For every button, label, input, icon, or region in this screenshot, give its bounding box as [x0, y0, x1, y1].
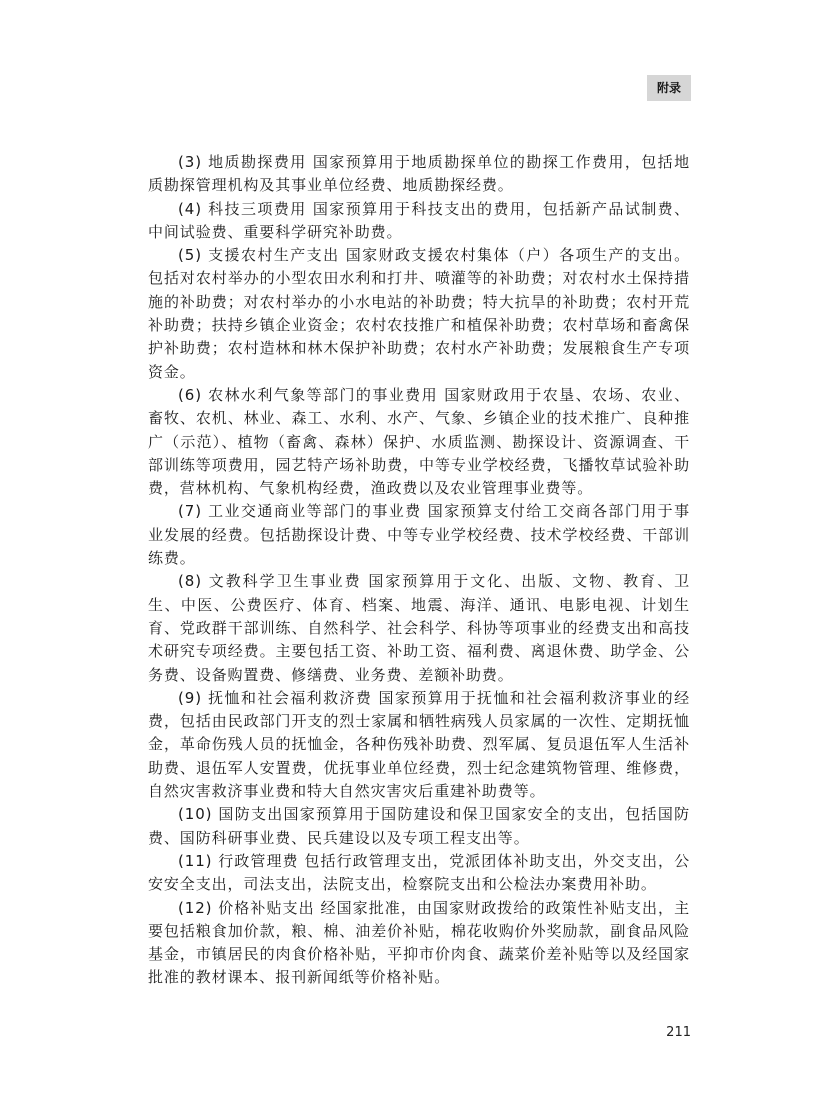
paragraph-geological-survey: (3) 地质勘探费用 国家预算用于地质勘探单位的勘探工作费用，包括地质勘探管理机构及其事业单位经费、地质勘探经费。 [148, 153, 690, 195]
paragraph-rural-production: (5) 支援农村生产支出 国家财政支援农村集体（户）各项生产的支出。包括对农村举办的小型农田水利和打井、喷灌等的补助费；对农村水土保持措施的补助费；对农村举办的小水电站的补助费；特大抗旱的补助费；农村开荒补助费；扶持乡镇企业资金；农村农技推广和植保补助费；农村草场和畜禽保护补助费；农村造林和林木保护补助费；农村水产补助费；发展粮食生产专项资金。 [148, 246, 690, 381]
paragraph-pension-welfare: (9) 抚恤和社会福利救济费 国家预算用于抚恤和社会福利救济事业的经费，包括由民政部门开支的烈士家属和牺牲病残人员家属的一次性、定期抚恤金，革命伤残人员的抚恤金，各种伤残补助费、烈军属、复员退伍军人生活补助费、退伍军人安置费，优抚事业单位经费，烈士纪念建筑物管理、维修费，自然灾害救济事业费和特大自然灾害灾后重建补助费等。 [148, 688, 690, 801]
paragraph-culture-education-health: (8) 文教科学卫生事业费 国家预算用于文化、出版、文物、教育、卫生、中医、公费医疗、体育、档案、地震、海洋、通讯、电影电视、计划生育、党政群干部训练、自然科学、社会科学、科协等项事业的经费支出和高技术研究专项经费。主要包括工资、补助工资、福利费、离退休费、助学金、公务费、设备购置费、修缮费、业务费、差额补助费。 [148, 572, 690, 684]
paragraph-agri-forestry-water: (6) 农林水利气象等部门的事业费用 国家财政用于农垦、农场、农业、畜牧、农机、林业、森工、水利、水产、气象、乡镇企业的技术推广、良种推广（示范）、植物（畜禽、森林）保护、水质监测、勘探设计、资源调查、干部训练等项费用，园艺特产场补助费，中等专业学校经费，飞播牧草试验补助费，营林机构、气象机构经费，渔政费以及农业管理事业费等。 [148, 385, 690, 498]
paragraph-science-tech: (4) 科技三项费用 国家预算用于科技支出的费用，包括新产品试制费、中间试验费、重要科学研究补助费。 [148, 199, 690, 241]
paragraph-price-subsidy: (12) 价格补贴支出 经国家批准，由国家财政拨给的政策性补贴支出，主要包括粮食加价款，粮、棉、油差价补贴，棉花收购价外奖励款，副食品风险基金，市镇居民的肉食价格补贴，平抑市价肉食、蔬菜价差补贴等以及经国家批准的教材课本、报刊新闻纸等价格补贴。 [148, 898, 690, 987]
paragraph-industry-transport-commerce: (7) 工业交通商业等部门的事业费 国家预算支付给工交商各部门用于事业发展的经费。包括勘探设计费、中等专业学校经费、技术学校经费、干部训练费。 [148, 502, 690, 568]
appendix-section-tag: 附录 [647, 75, 691, 101]
paragraph-national-defense: (10) 国防支出国家预算用于国防建设和保卫国家安全的支出，包括国防费、国防科研事业费、民兵建设以及专项工程支出等。 [148, 805, 690, 847]
body-text [148, 151, 690, 990]
page-number: 211 [666, 1025, 691, 1040]
paragraph-administration: (11) 行政管理费 包括行政管理支出，党派团体补助支出，外交支出，公安安全支出，司法支出，法院支出，检察院支出和公检法办案费用补助。 [148, 851, 690, 894]
